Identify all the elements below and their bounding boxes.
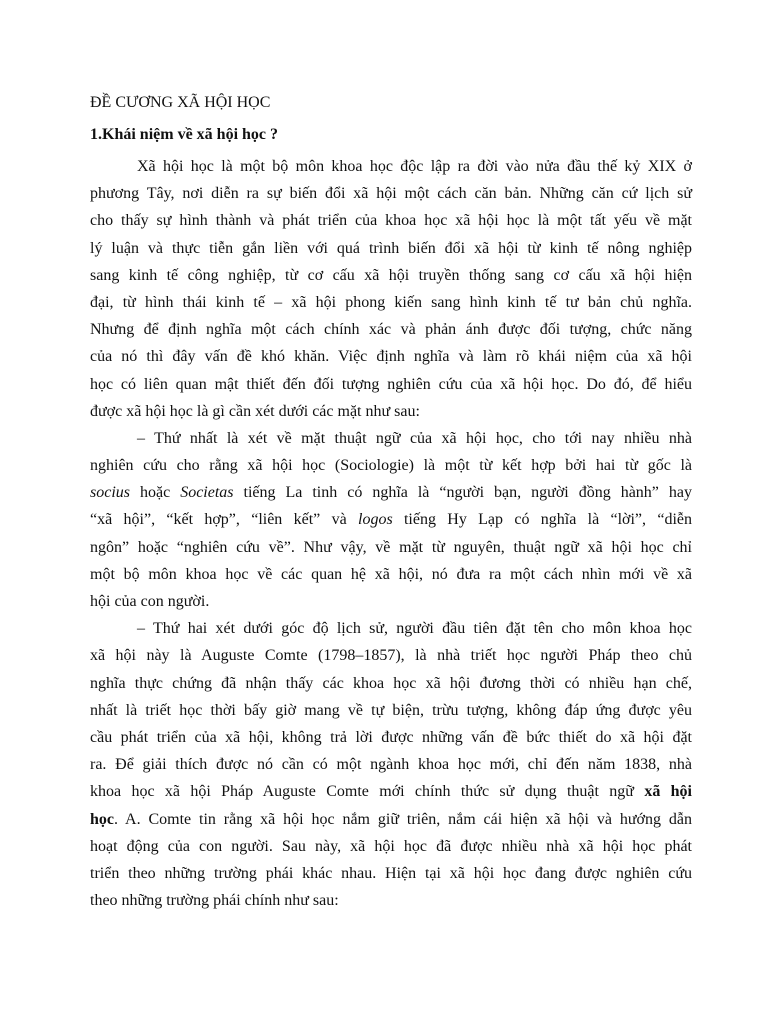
text-segment: – Thứ hai xét dưới góc độ lịch sử, người đầu tiên đặt tên cho môn khoa học	[137, 620, 692, 638]
text-segment: triển theo những trường phái khác nhau. Hiện tại xã hội học đang được nghiên cứu	[90, 864, 692, 882]
text-segment: tiếng Hy Lạp có nghĩa là “lời”, “diễn	[392, 511, 692, 529]
text-segment: cầu phát triển của xã hội, không trả lời được những vấn đề bức thiết do xã hội đặt	[90, 728, 692, 746]
text-segment: – Thứ nhất là xét về mặt thuật ngữ của xã hội học, cho tới nay nhiều nhà	[137, 429, 692, 447]
text-segment: ngôn” hoặc “nghiên cứu về”. Như vậy, về mặt từ nguyên, thuật ngữ xã hội học chỉ	[90, 538, 692, 556]
text-segment: được xã hội học là gì cần xét dưới các mặt như sau:	[90, 402, 420, 420]
text-segment: khoa học xã hội Pháp Auguste Comte mới chính thức sử dụng thuật ngữ	[90, 783, 645, 801]
text-segment: phương Tây, nơi diễn ra sự biến đổi xã hội một cách căn bản. Những căn cứ lịch sử	[90, 185, 692, 203]
text-line	[90, 479, 692, 506]
text-line	[90, 316, 692, 343]
text-line	[90, 398, 692, 425]
text-line	[90, 452, 692, 479]
bold-term: học	[90, 810, 114, 828]
italic-term: logos	[358, 511, 393, 529]
text-line	[90, 833, 692, 860]
text-segment: sang kinh tế công nghiệp, từ cơ cấu xã hội truyền thống sang cơ cấu xã hội hiện	[90, 266, 692, 284]
text-line	[90, 806, 692, 833]
text-segment: lý luận và thực tiễn gắn liền với quá trình biến đổi xã hội từ kinh tế nông nghiệp	[90, 239, 692, 257]
text-line	[90, 860, 692, 887]
text-line	[90, 887, 692, 914]
text-segment: hội của con người.	[90, 593, 210, 610]
italic-term: socius	[90, 484, 130, 502]
section-heading: 1.Khái niệm về xã hội học ?	[90, 126, 279, 143]
text-segment: đại, từ hình thái kinh tế – xã hội phong kiến sang hình kinh tế tư bản chủ nghĩa.	[90, 293, 692, 311]
text-line	[90, 506, 692, 533]
text-line	[90, 615, 692, 642]
bold-term: xã hội	[644, 783, 692, 801]
text-segment: xã hội này là Auguste Comte (1798–1857), là nhà triết học người Pháp theo chủ	[90, 647, 692, 665]
text-line	[90, 262, 692, 289]
text-line	[90, 235, 692, 262]
text-segment: học có liên quan mật thiết đến đối tượng nghiên cứu của xã hội học. Do đó, để hiểu	[90, 375, 692, 393]
text-line	[90, 180, 692, 207]
text-segment: theo những trường phái chính như sau:	[90, 892, 339, 910]
text-line	[90, 289, 692, 316]
text-line	[90, 751, 692, 778]
text-segment: . A. Comte tin rằng xã hội học nắm giữ triên, nắm cái hiện xã hội và hướng dẫn	[114, 810, 692, 828]
text-line	[90, 697, 692, 724]
text-segment: nghĩa thực chứng đã nhận thấy các khoa học xã hội đương thời có nhiều hạn chế,	[90, 674, 692, 692]
text-segment: cho thấy sự hình thành và phát triển của khoa học xã hội học là một tất yếu về mặt	[90, 212, 692, 230]
text-line	[90, 778, 692, 805]
text-segment: của nó thì đây vấn đề khó khăn. Việc định nghĩa và làm rõ khái niệm của xã hội	[90, 348, 692, 366]
document-title: ĐỀ CƯƠNG XÃ HỘI HỌC	[90, 94, 271, 111]
text-segment: hoạt động của con người. Sau này, xã hội học đã được nhiều nhà xã hội học phát	[90, 837, 692, 855]
text-line	[90, 670, 692, 697]
text-line	[90, 642, 692, 669]
text-line	[90, 343, 692, 370]
text-segment: ra. Để giải thích được nó cần có một ngành khoa học mới, chỉ đến năm 1838, nhà	[90, 756, 692, 774]
text-line	[90, 425, 692, 452]
text-line	[90, 561, 692, 588]
text-segment: “xã hội”, “kết hợp”, “liên kết” và	[90, 511, 358, 529]
text-segment: một bộ môn khoa học về các quan hệ xã hội, nó đưa ra một cách nhìn mới về xã	[90, 565, 692, 583]
text-segment: tiếng La tinh có nghĩa là “người bạn, người đồng hành” hay	[233, 484, 692, 502]
text-segment: nhất là triết học thời bấy giờ mang về tự biện, trừu tượng, không đáp ứng được yêu	[90, 701, 692, 719]
text-line	[90, 207, 692, 234]
text-line	[90, 534, 692, 561]
text-segment: Xã hội học là một bộ môn khoa học độc lập ra đời vào nửa đầu thế kỷ XIX ở	[137, 158, 692, 175]
text-line	[90, 724, 692, 751]
text-segment: nghiên cứu cho rằng xã hội học (Sociologie) là một từ kết hợp bởi hai từ gốc là	[90, 457, 692, 475]
text-line	[90, 371, 692, 398]
text-segment: hoặc	[130, 484, 181, 502]
text-line	[90, 588, 692, 615]
text-line	[90, 153, 692, 180]
italic-term: Societas	[180, 484, 234, 502]
text-segment: Nhưng để định nghĩa một cách chính xác và phản ánh được đối tượng, chức năng	[90, 321, 692, 339]
document-body	[90, 153, 692, 914]
